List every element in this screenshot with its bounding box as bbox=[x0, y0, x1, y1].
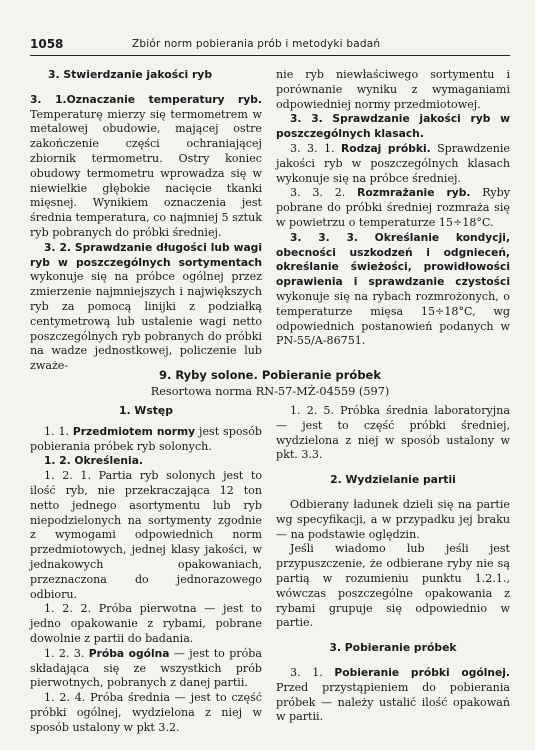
section-heading-quality: 3. Stwierdzanie jakości ryb bbox=[48, 68, 213, 81]
section-title-text: 9. Ryby solone. Pobieranie próbek bbox=[158, 368, 382, 382]
paragraph-length-weight-title: 3. 2. Sprawdzanie długości lub wagi ryb w poszczególnych sortymentach bbox=[30, 240, 262, 269]
heading-batch-separation: 2. Wydzielanie partii bbox=[330, 473, 456, 487]
page-number: 1058 bbox=[30, 37, 64, 51]
paragraph-subject bbox=[30, 425, 262, 455]
paragraph-lab-sample: 1. 2. 5. Próbka średnia laboratoryjna — jest to część próbki średniej, wydzielona z niej w sposób ustalony w pkt. 3.3. bbox=[276, 404, 510, 462]
left-column-top bbox=[30, 68, 262, 374]
paragraph-average-sample: 1. 2. 4. Próba średnia — jest to część próbki ogólnej, wydzielona z niej w sposób ustalony w pkt 3.2. bbox=[30, 691, 262, 734]
paragraph-primary-sample: 1. 2. 2. Próba pierwotna — jest to jedno opakowanie z rybami, pobrane dowolnie z partii do badania. bbox=[30, 602, 262, 645]
paragraph-length-weight-text: wykonuje się na próbce ogólnej przez zmierzenie najmniejszych i największych ryb za pomocą linijki z podziałką centymetrową lub ustalenie wagi netto poszczególnych ryb pobranych do próbki na wadze jednostkowej, policzenie lub zważe- bbox=[30, 270, 262, 373]
paragraph-sample-type bbox=[276, 142, 510, 186]
running-title: Zbiór norm pobierania prób i metodyki badań bbox=[132, 38, 381, 50]
heading-sampling: 3. Pobieranie próbek bbox=[329, 641, 457, 655]
paragraph-batch: 1. 2. 1. Partia ryb solonych jest to ilość ryb, nie przekraczająca 12 ton netto jednego asortymentu lub ryb niepodzielonych na sortymenty zgodnie z wymogami odpowiednich norm przedmiotowych, jednej klasy jakości, w jednakowych opakowaniach, przeznaczona do jednorazowego odbioru. bbox=[30, 469, 262, 601]
paragraph-temperature-title: 3. 1.Oznaczanie temperatury ryb. bbox=[30, 92, 262, 106]
paragraph-general-sampling-text: Przed przystąpieniem do pobierania próbek — należy ustalić ilość opakowań w partii. bbox=[276, 680, 510, 724]
paragraph-defrosting bbox=[276, 186, 510, 230]
right-column-bottom bbox=[276, 404, 510, 725]
paragraph-definitions: 1. 2. Określenia. bbox=[44, 454, 143, 468]
paragraph-condition-text: wykonuje się na rybach rozmrożonych, o temperaturze mięsa 15÷18°C, wg odpowiednich postanowień podanych w PN-55/A-86751. bbox=[276, 289, 510, 348]
paragraph-general-sample bbox=[30, 647, 262, 691]
paragraph-cargo-division: Odbierany ładunek dzieli się na partie wg specyfikacji, a w przypadku jej braku — na podstawie oględzin. bbox=[276, 497, 510, 541]
paragraph-quality-classes: 3. 3. Sprawdzanie jakości ryb w poszczególnych klasach. bbox=[276, 112, 510, 141]
paragraph-sample-type-text: Sprawdzenie jakości ryb w poszczególnych klasach wykonuje się na próbce średniej. bbox=[276, 141, 510, 185]
paragraph-sample-type-title: Rodzaj próbki. bbox=[341, 141, 431, 155]
paragraph-grouping: Jeśli wiadomo lub jeśli jest przypuszczenie, że odbierane ryby nie są partią w rozumieniu punktu 1.2.1., wówczas poszczególne opakowania z rybami grupuje się odpowiednio w partie. bbox=[276, 542, 510, 630]
paragraph-sample-type-number: 3. 3. 1. bbox=[290, 141, 341, 155]
paragraph-temperature-text: Temperaturę mierzy się termometrem w metalowej obudowie, mającej ostre zakończenie części ochraniającej zbiornik termometru. Ostry koniec obudowy termometru wprowadza się w niewielkie głębokie nacięcie tkanki mięsnej. Wynikiem oznaczenia jest średnia temperatura, co najmniej 5 sztuk ryb pobranych do próbki średniej. bbox=[30, 107, 263, 239]
running-header bbox=[30, 37, 510, 56]
paragraph-defrosting-number: 3. 3. 2. bbox=[290, 186, 358, 200]
paragraph-general-sample-text: — jest to próba składająca się ze wszystkich prób pierwotnych, pobranych z danej partii. bbox=[30, 646, 262, 690]
paragraph-general-sample-title: Próba ogólna bbox=[88, 646, 170, 660]
paragraph-condition bbox=[276, 231, 510, 349]
right-column-top bbox=[276, 68, 510, 349]
paragraph-general-sampling-number: 3. 1. bbox=[290, 665, 335, 679]
paragraph-subject-number: 1. 1. bbox=[44, 424, 73, 438]
paragraph-general-sampling bbox=[276, 666, 510, 725]
paragraph-subject-text: jest sposób pobierania próbek ryb solonych. bbox=[30, 424, 262, 453]
left-column-bottom bbox=[30, 404, 262, 736]
heading-introduction: 1. Wstęp bbox=[119, 404, 173, 417]
paragraph-defrosting-title: Rozmrażanie ryb. bbox=[357, 186, 471, 200]
paragraph-general-sampling-title: Pobieranie próbki ogólnej. bbox=[334, 665, 510, 679]
paragraph-temperature bbox=[30, 93, 262, 241]
paragraph-continuation: nie ryb niewłaściwego sortymentu i porównanie wyniku z wymaganiami odpowiedniej normy przedmiotowej. bbox=[276, 68, 510, 111]
section-subtitle: Resortowa norma RN-57-MŻ-04559 (597) bbox=[150, 385, 390, 398]
paragraph-condition-title: 3. 3. 3. Określanie kondycji, obecności uszkodzeń i odgnieceń, określanie świeżości, prowidłowości oprawienia i sprawdzanie czystości bbox=[276, 230, 510, 289]
paragraph-general-sample-number: 1. 2. 3. bbox=[44, 646, 89, 660]
paragraph-defrosting-text: Ryby pobrane do próbki średniej rozmraża się w powietrzu o temperaturze 15÷18°C. bbox=[276, 186, 510, 229]
paragraph-length-weight bbox=[30, 241, 262, 374]
section-title bbox=[30, 368, 510, 382]
paragraph-subject-title: Przedmiotem normy bbox=[72, 424, 196, 438]
